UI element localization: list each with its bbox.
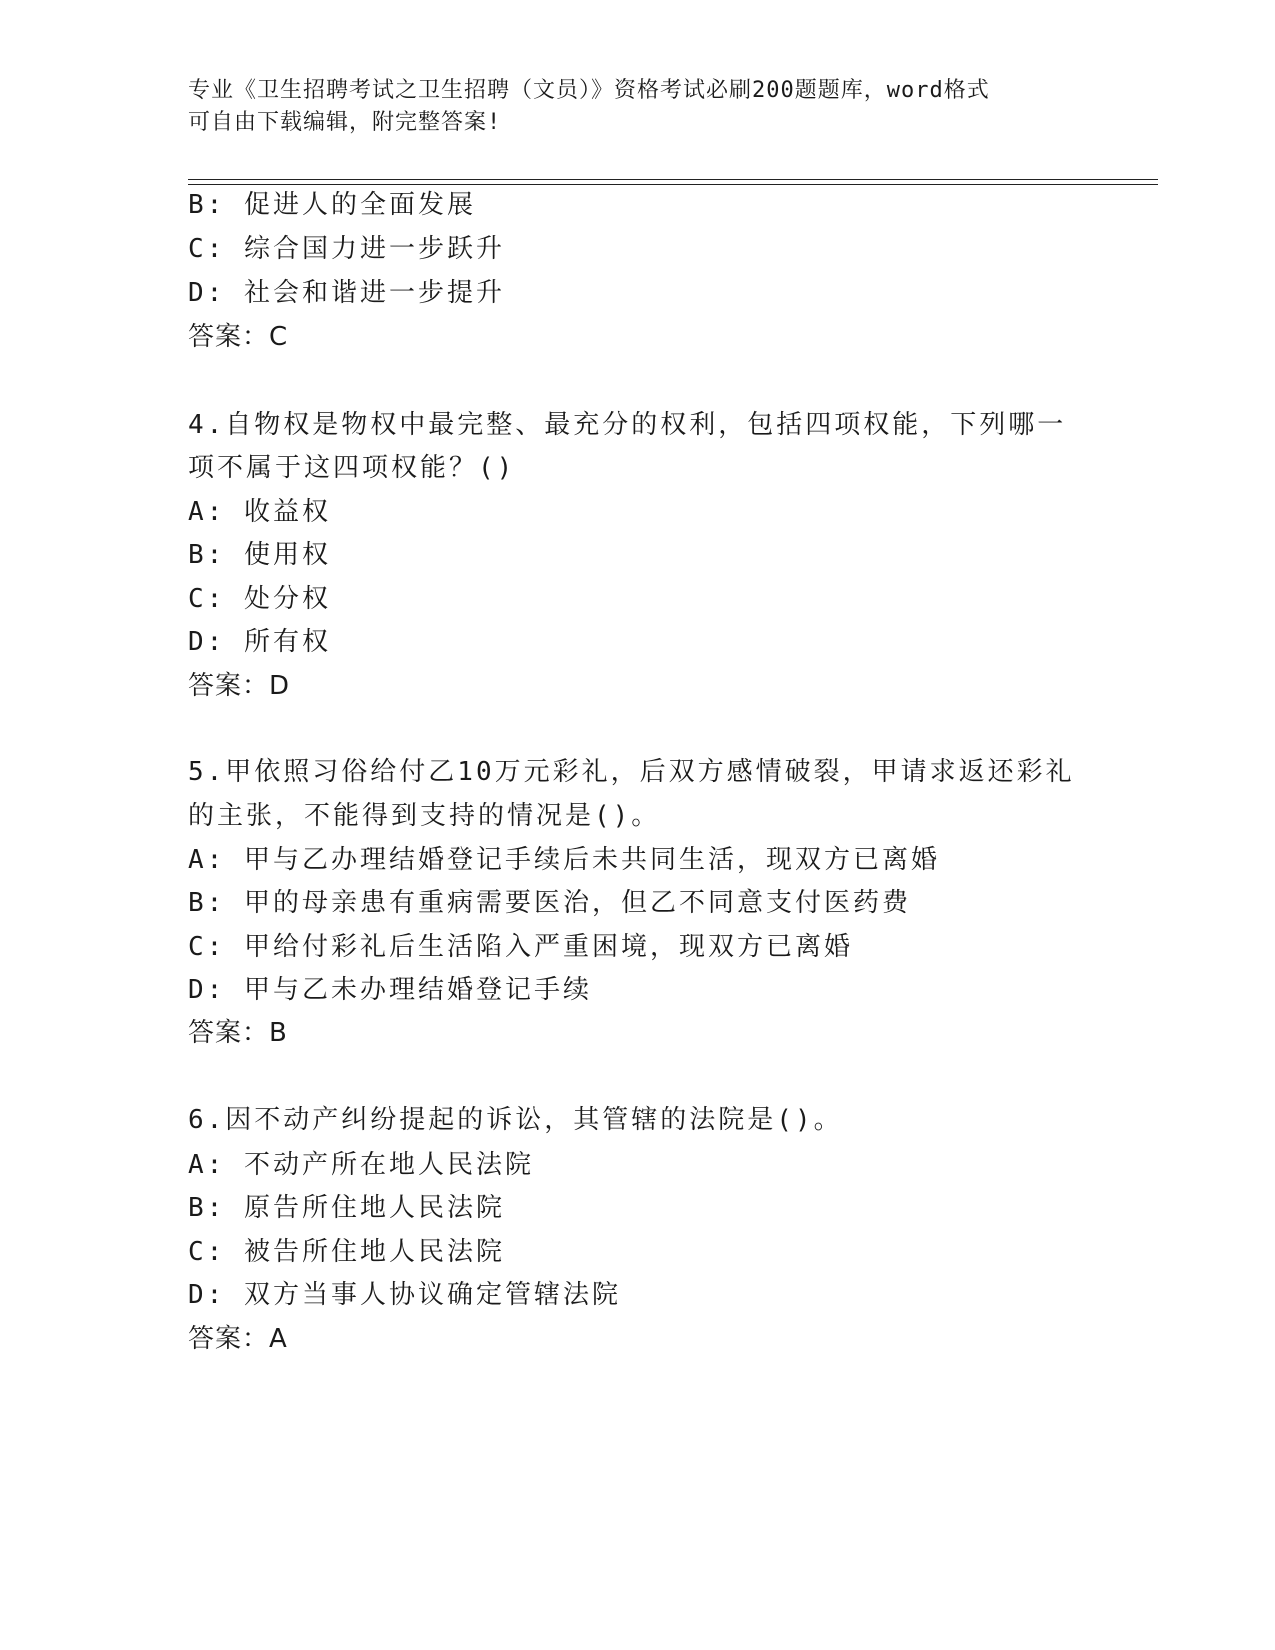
q5-option-a: A: 甲与乙办理结婚登记手续后未共同生活，现双方已离婚 — [188, 845, 940, 875]
q3-option-c: C: 综合国力进一步跃升 — [188, 234, 505, 264]
q5-option-c: C: 甲给付彩礼后生活陷入严重困境，现双方已离婚 — [188, 932, 853, 962]
q4-option-c: C: 处分权 — [188, 584, 331, 614]
q4-stem-line-2: 项不属于这四项权能？() — [188, 453, 516, 483]
q5-option-d: D: 甲与乙未办理结婚登记手续 — [188, 975, 592, 1005]
q3-answer: 答案：C — [188, 322, 289, 352]
q5-stem-line-2: 的主张，不能得到支持的情况是()。 — [188, 801, 661, 831]
q5-option-b: B: 甲的母亲患有重病需要医治，但乙不同意支付医药费 — [188, 888, 911, 918]
header-rule-bottom — [188, 184, 1158, 185]
q4-option-d: D: 所有权 — [188, 627, 331, 657]
q3-option-d: D: 社会和谐进一步提升 — [188, 278, 505, 308]
q6-option-d: D: 双方当事人协议确定管辖法院 — [188, 1280, 621, 1310]
q6-option-c: C: 被告所住地人民法院 — [188, 1237, 505, 1267]
q6-stem-line-1: 6.因不动产纠纷提起的诉讼，其管辖的法院是()。 — [188, 1105, 843, 1135]
q5-answer: 答案：B — [188, 1018, 288, 1048]
q5-stem-line-1: 5.甲依照习俗给付乙10万元彩礼，后双方感情破裂，甲请求返还彩礼 — [188, 757, 1075, 787]
header-rule-top — [188, 179, 1158, 180]
header-line-2: 可自由下载编辑，附完整答案! — [188, 110, 502, 135]
q4-option-b: B: 使用权 — [188, 540, 331, 570]
q4-stem-line-1: 4.自物权是物权中最完整、最充分的权利，包括四项权能，下列哪一 — [188, 410, 1067, 440]
document-header — [188, 75, 1068, 139]
q6-option-a: A: 不动产所在地人民法院 — [188, 1150, 534, 1180]
q3-option-b: B: 促进人的全面发展 — [188, 190, 476, 220]
q6-option-b: B: 原告所住地人民法院 — [188, 1193, 505, 1223]
q4-answer: 答案：D — [188, 671, 291, 701]
document-page — [188, 0, 1158, 1650]
q6-answer: 答案：A — [188, 1324, 288, 1354]
q4-option-a: A: 收益权 — [188, 497, 331, 527]
header-line-1: 专业《卫生招聘考试之卫生招聘（文员）》资格考试必刷200题题库，word格式 — [188, 78, 990, 103]
